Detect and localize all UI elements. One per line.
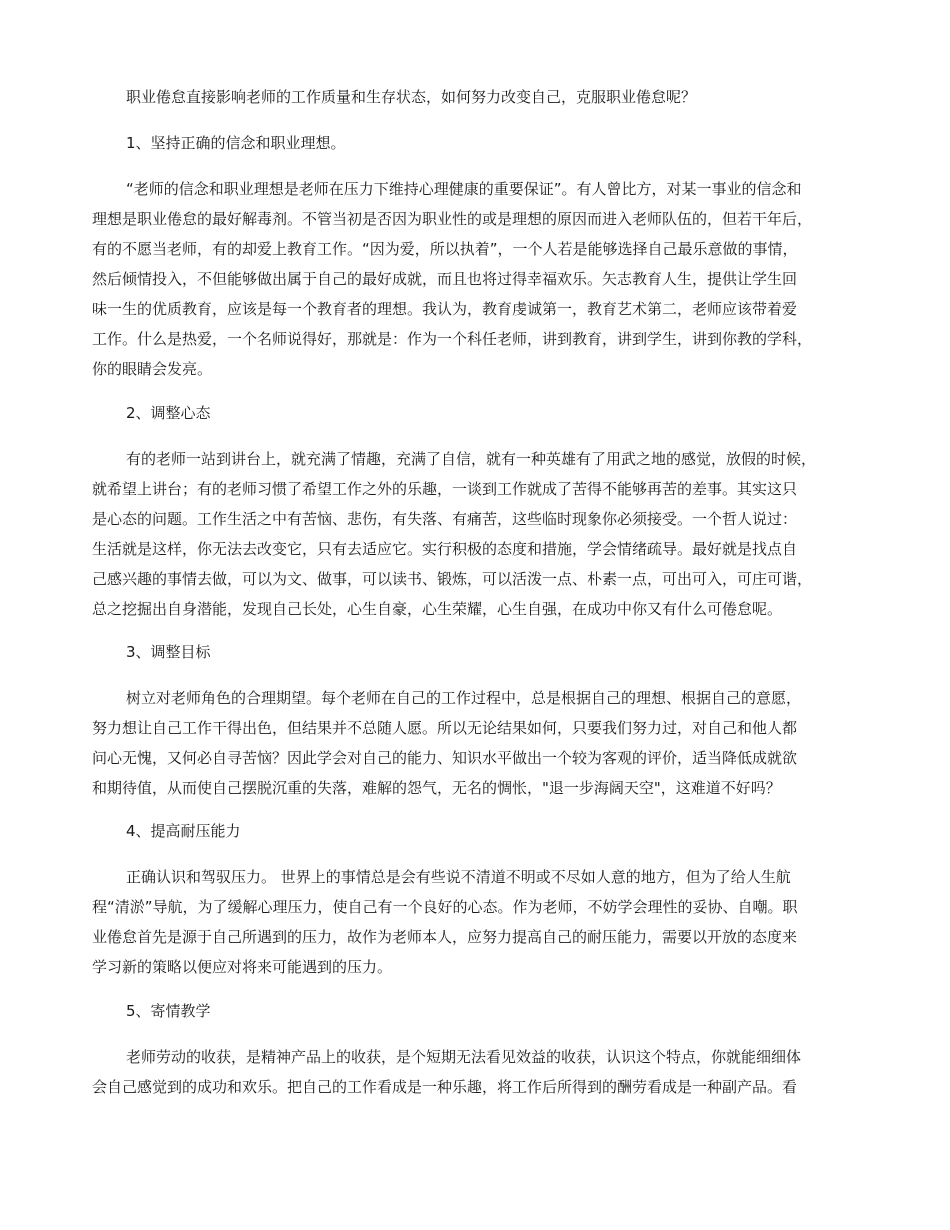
paragraph-line: 总之挖掘出自身潜能，发现自己长处，心生自豪，心生荣耀，心生自强，在成功中你又有什么可倦怠呢。: [92, 600, 783, 618]
paragraph-line: 正确认识和驾驭压力。 世界上的事情总是会有些说不清道不明或不尽如人意的地方，但为了给人生航: [126, 868, 791, 886]
paragraph-line: 会自己感觉到的成功和欢乐。把自己的工作看成是一种乐趣，将工作后所得到的酬劳看成是一种副产品。看: [92, 1078, 798, 1096]
paragraph-line: 生活就是这样，你无法去改变它，只有去适应它。实行积极的态度和措施，学会情绪疏导。最好就是找点自: [92, 540, 798, 558]
paragraph-line: 有的老师一站到讲台上，就充满了情趣，充满了自信，就有一种英雄有了用武之地的感觉，放假的时候，: [126, 450, 817, 468]
paragraph-line: 理想是职业倦怠的最好解毒剂。不管当初是否因为职业性的或是理想的原因而进入老师队伍的，但若干年后，: [92, 210, 813, 228]
section-heading: 2、调整心态: [126, 404, 211, 422]
section-heading: 1、坚持正确的信念和职业理想。: [126, 134, 346, 152]
paragraph-line: 工作。什么是热爱，一个名师说得好，那就是：作为一个科任老师，讲到教育，讲到学生，讲到你教的学科，: [92, 330, 813, 348]
paragraph-line: 是心态的问题。工作生活之中有苦恼、悲伤，有失落、有痛苦，这些临时现象你必须接受。一个哲人说过：: [92, 510, 798, 528]
paragraph-line: “老师的信念和职业理想是老师在压力下维持心理健康的重要保证”。有人曾比方，对某一事业的信念和: [126, 180, 802, 198]
paragraph-line: 学习新的策略以便应对将来可能遇到的压力。: [92, 958, 393, 976]
paragraph-line: 你的眼睛会发亮。: [92, 360, 213, 378]
paragraph-line: 己感兴趣的事情去做，可以为文、做事，可以读书、锻炼，可以活泼一点、朴素一点，可出可入，可庄可谐，: [92, 570, 813, 588]
section-heading: 4、提高耐压能力: [126, 822, 241, 840]
paragraph-line: 程“清淤”导航，为了缓解心理压力，使自己有一个良好的心态。作为老师，不妨学会理性的妥协、自嘲。职: [92, 898, 798, 916]
paragraph-line: 业倦怠首先是源于自己所遇到的压力，故作为老师本人，应努力提高自己的耐压能力，需要以开放的态度来: [92, 928, 798, 946]
paragraph-line: 就希望上讲台；有的老师习惯了希望工作之外的乐趣，一谈到工作就成了苦得不能够再苦的差事。其实这只: [92, 480, 798, 498]
paragraph-line: 和期待值，从而使自己摆脱沉重的失落，难解的怨气，无名的惆怅，"退一步海阔天空"，这难道不好吗？: [92, 779, 781, 797]
paragraph-line: 问心无愧，又何必自寻苦恼？因此学会对自己的能力、知识水平做出一个较为客观的评价，适当降低成就欲: [92, 749, 798, 767]
paragraph-line: 有的不愿当老师，有的却爱上教育工作。“因为爱，所以执着”，一个人若是能够选择自己最乐意做的事情，: [92, 240, 798, 258]
section-heading: 3、调整目标: [126, 643, 211, 661]
intro-paragraph: 职业倦怠直接影响老师的工作质量和生存状态，如何努力改变自己，克服职业倦怠呢？: [126, 88, 697, 106]
paragraph-line: 味一生的优质教育，应该是每一个教育者的理想。我认为，教育虔诚第一，教育艺术第二，老师应该带着爱: [92, 300, 798, 318]
paragraph-line: 老师劳动的收获，是精神产品上的收获，是个短期无法看见效益的收获，认识这个特点，你就能细细体: [126, 1048, 802, 1066]
paragraph-line: 树立对老师角色的合理期望。每个老师在自己的工作过程中，总是根据自己的理想、根据自己的意愿，: [126, 689, 802, 707]
paragraph-line: 努力想让自己工作干得出色，但结果并不总随人愿。所以无论结果如何，只要我们努力过，对自己和他人都: [92, 719, 798, 737]
paragraph-line: 然后倾情投入，不但能够做出属于自己的最好成就，而且也将过得幸福欢乐。矢志教育人生，提供让学生回: [92, 270, 798, 288]
section-heading: 5、寄情教学: [126, 1002, 211, 1020]
